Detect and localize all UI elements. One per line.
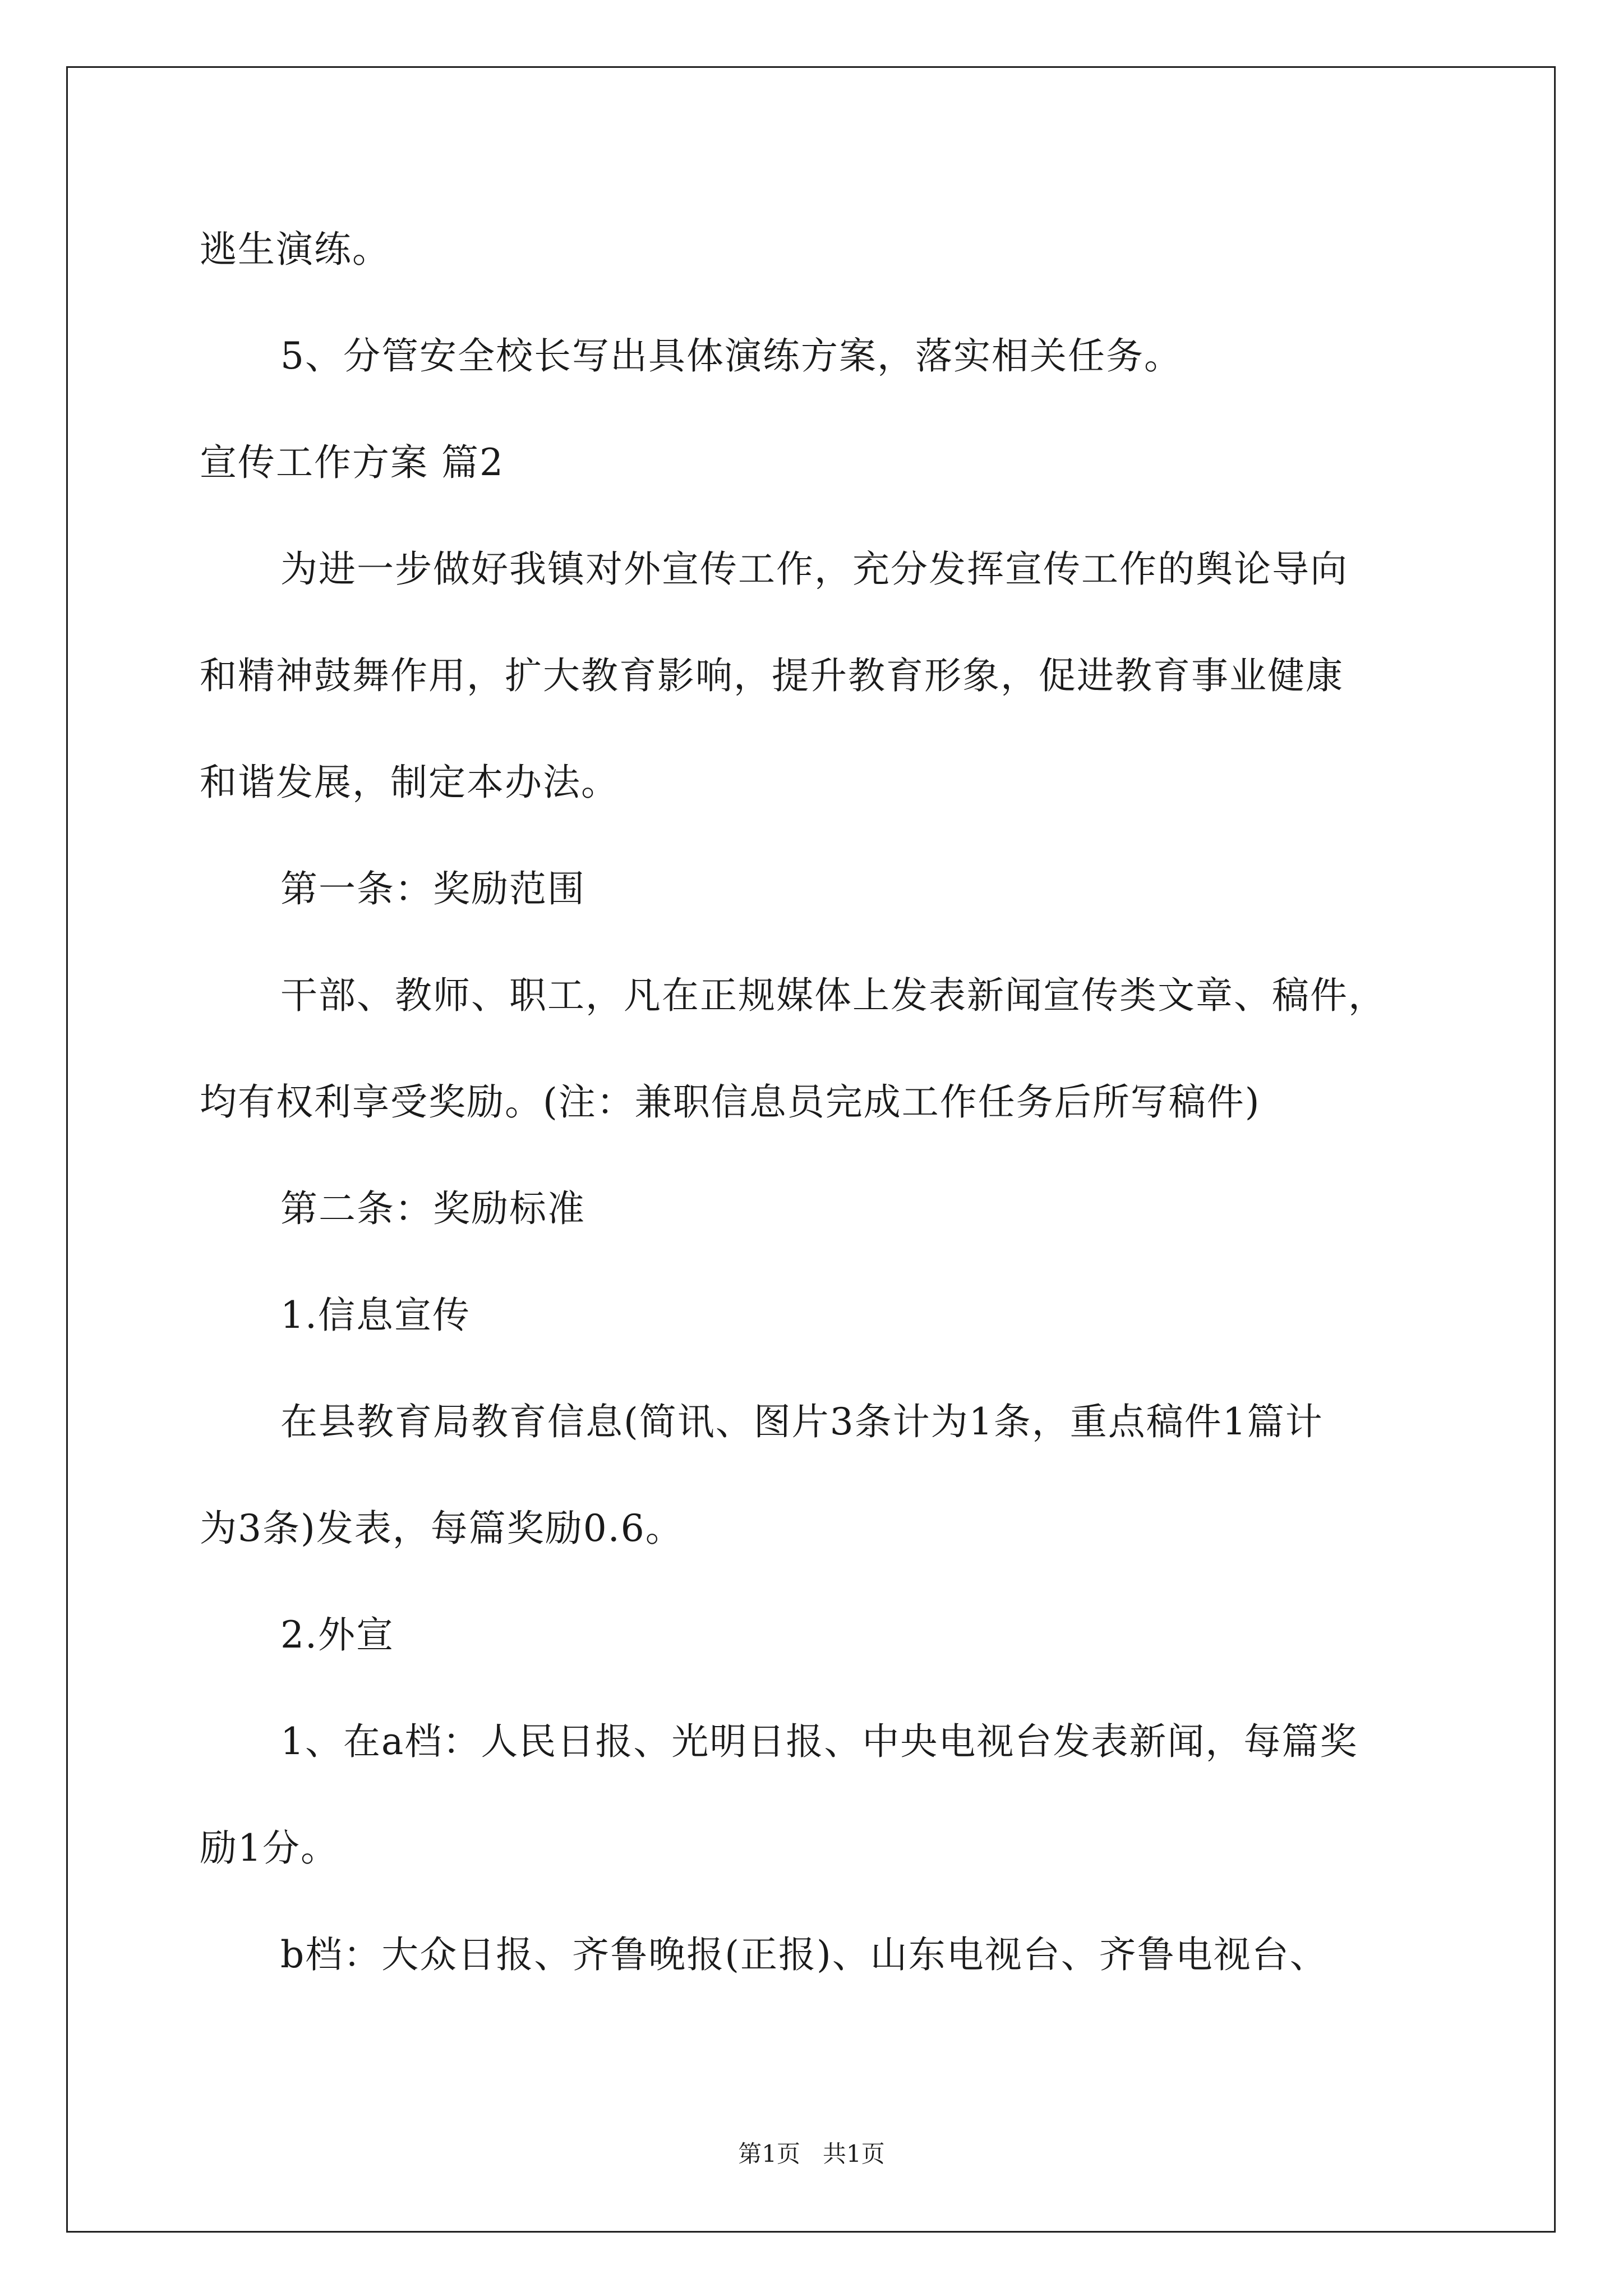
paragraph-line: 在县教育局教育信息(简讯、图片3条计为1条，重点稿件1篇计 [280,1400,1324,1443]
subheading: 2.外宣 [280,1613,394,1657]
paragraph-line: 干部、教师、职工，凡在正规媒体上发表新闻宣传类文章、稿件， [280,974,1386,1017]
page-footer: 第1页 共1页 [738,2140,885,2168]
section-heading: 宣传工作方案 篇2 [200,441,504,484]
paragraph-line: 均有权利享受奖励。(注：兼职信息员完成工作任务后所写稿件) [200,1080,1261,1124]
paragraph-line: 逃生演练。 [200,228,390,271]
paragraph-line: 5、分管安全校长写出具体演练方案，落实相关任务。 [280,334,1182,378]
subheading: 1.信息宣传 [280,1294,471,1337]
paragraph-line: 1、在a档：人民日报、光明日报、中央电视台发表新闻，每篇奖 [280,1720,1358,1763]
article-heading: 第二条：奖励标准 [280,1187,585,1230]
paragraph-line: 为3条)发表，每篇奖励0.6。 [200,1507,684,1550]
paragraph-line: 和谐发展，制定本办法。 [200,761,619,804]
paragraph-line: 励1分。 [200,1826,339,1870]
paragraph-line: b档：大众日报、齐鲁晚报(正报)、山东电视台、齐鲁电视台、 [280,1933,1328,1976]
page-border [66,66,1556,2233]
paragraph-line: 为进一步做好我镇对外宣传工作，充分发挥宣传工作的舆论导向 [280,547,1348,591]
article-heading: 第一条：奖励范围 [280,867,585,910]
paragraph-line: 和精神鼓舞作用，扩大教育影响，提升教育形象，促进教育事业健康 [200,654,1344,697]
